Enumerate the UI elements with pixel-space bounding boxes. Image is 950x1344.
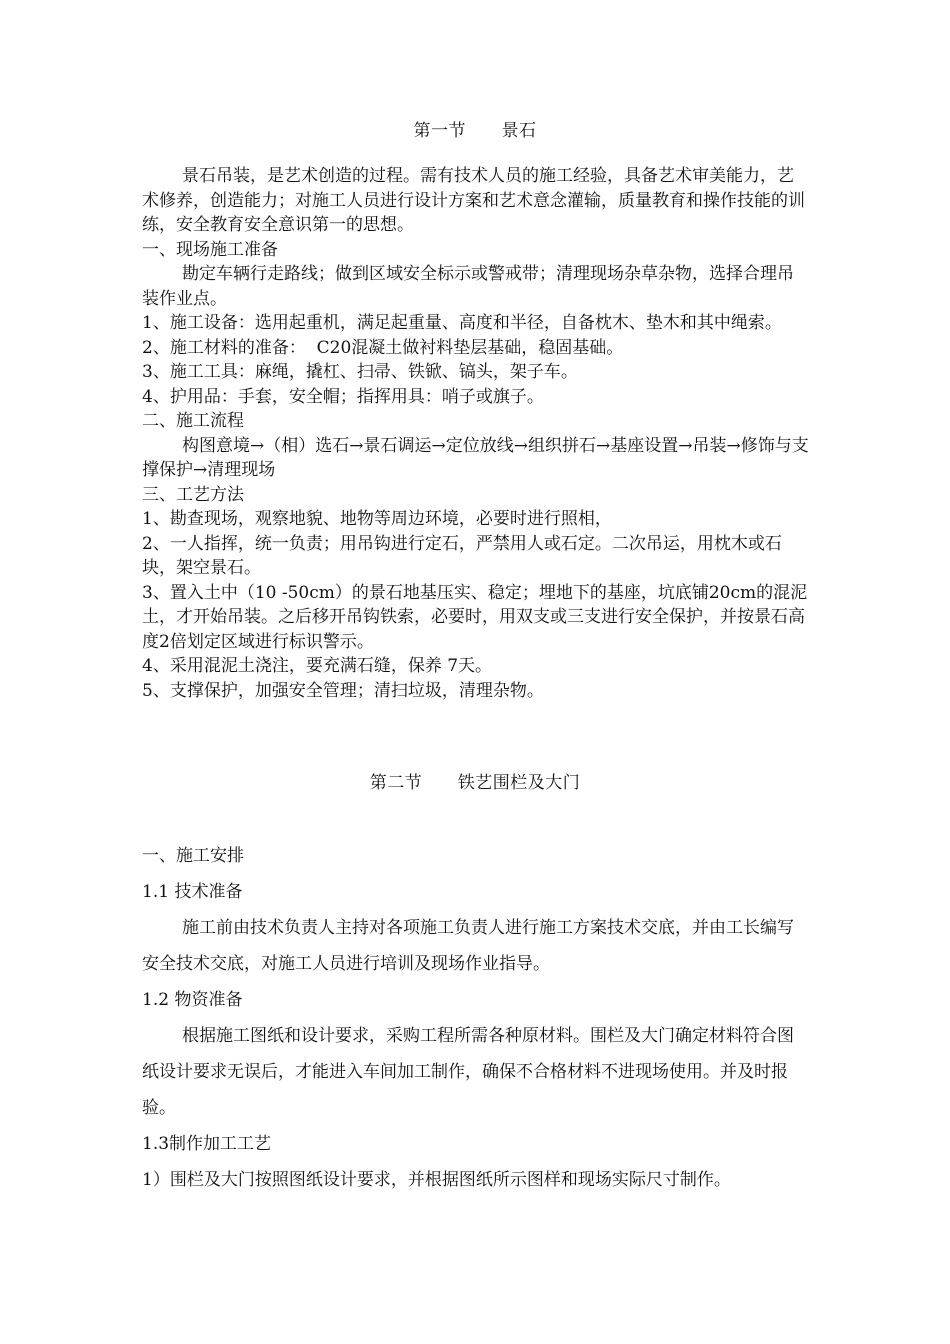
s1-item-equipment: 1、施工设备：选用起重机，满足起重量、高度和半径，自备枕木、垫木和其中绳索。: [142, 313, 782, 333]
s1-paragraph-flow: 构图意境→（相）选石→景石调运→定位放线→组织拼石→基座设置→吊装→修饰与支撑保护→清理现场: [142, 435, 809, 480]
s2-heading-arrangement: 一、施工安排: [142, 846, 244, 866]
section2-body: [142, 838, 810, 1198]
s1-item-tools: 3、施工工具：麻绳，撬杠、扫帚、铁锨、镐头，架子车。: [142, 362, 578, 382]
s2-heading-process: 1.3制作加工工艺: [142, 1134, 272, 1154]
section2-title: 第二节 铁艺围栏及大门: [369, 773, 581, 793]
s1-heading-method: 三、工艺方法: [142, 484, 244, 505]
s1-item-protection: 4、护用品：手套，安全帽；指挥用具：哨子或旗子。: [142, 386, 544, 407]
s2-paragraph-tech: 施工前由技术负责人主持对各项施工负责人进行施工方案技术交底，并由工长编写安全技术交底，对施工人员进行培训及现场作业指导。: [142, 918, 794, 974]
s1-method-2: 2、一人指挥，统一负责；用吊钩进行定石，严禁用人或石定。二次吊运，用枕木或石块，架空景石。: [142, 533, 782, 578]
s1-paragraph-prep: 勘定车辆行走路线；做到区域安全标示或警戒带；清理现场杂草杂物，选择合理吊装作业点。: [142, 264, 794, 309]
s1-paragraph-intro: 景石吊装，是艺术创造的过程。需有技术人员的施工经验，具备艺术审美能力，艺术修养，创造能力；对施工人员进行设计方案和艺术意念灌输，质量教育和操作技能的训练，安全教育安全意识第一的思想。: [142, 166, 805, 235]
s1-method-1: 1、勘查现场，观察地貌、地物等周边环境，必要时进行照相，: [142, 509, 612, 529]
s1-method-3: 3、置入土中（10 -50cm）的景石地基压实、稳定；埋地下的基座，坑底铺20cm的混泥土，才开始吊装。之后移开吊钩铁索，必要时，用双支或三支进行安全保护，并按景石高度2倍划定区域进行标识警示。: [142, 582, 808, 652]
s1-heading-prep: 一、现场施工准备: [142, 239, 278, 260]
section1-title: 第一节 景石: [413, 121, 537, 141]
s1-method-4: 4、采用混泥土浇注，要充满石缝，保养 7天。: [142, 656, 493, 676]
s2-heading-material: 1.2 物资准备: [142, 990, 243, 1010]
s2-item-process-1: 1）围栏及大门按照图纸设计要求，并根据图纸所示图样和现场实际尺寸制作。: [142, 1170, 731, 1190]
s1-item-materials: 2、施工材料的准备： C20混凝土做衬料垫层基础，稳固基础。: [142, 337, 624, 358]
s1-heading-flow: 二、施工流程: [142, 411, 244, 431]
s2-paragraph-material: 根据施工图纸和设计要求，采购工程所需各种原材料。围栏及大门确定材料符合图纸设计要求无误后，才能进入车间加工制作，确保不合格材料不进现场使用。并及时报验。: [142, 1026, 794, 1118]
s2-heading-tech: 1.1 技术准备: [142, 882, 243, 902]
s1-method-5: 5、支撑保护，加强安全管理；清扫垃圾，清理杂物。: [142, 680, 544, 701]
section1-body: [142, 164, 810, 703]
